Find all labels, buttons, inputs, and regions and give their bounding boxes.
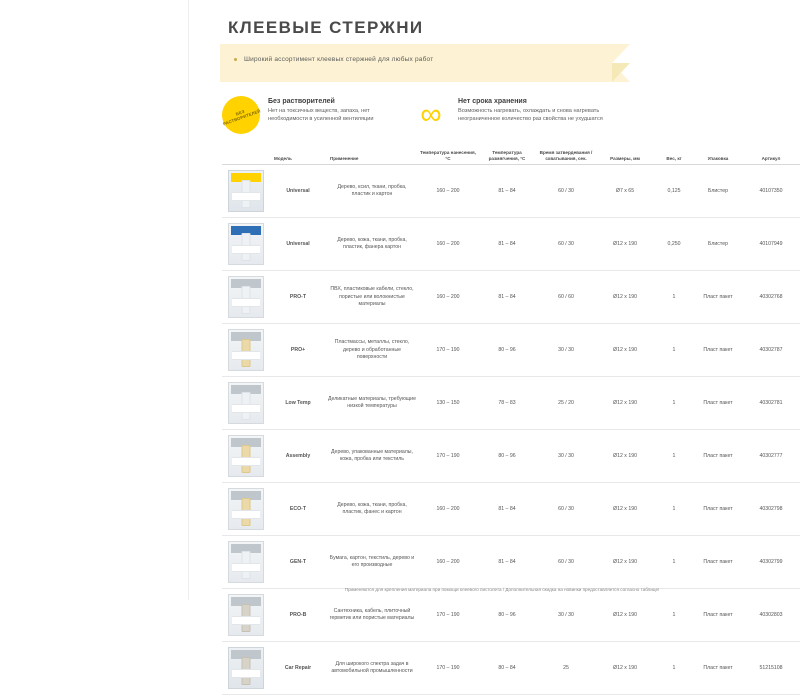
col-temp-soft: Температура размягчения, °C (478, 150, 536, 165)
cell-time: 30 / 30 (536, 324, 596, 377)
cell-article: 40302768 (742, 271, 800, 324)
badge-label: БЕЗ РАСТВОРИТЕЛЕЙ (222, 108, 262, 127)
cell-time: 60 / 30 (536, 218, 596, 271)
cell-package: Блистер (694, 218, 742, 271)
cell-package: Пласт пакет (694, 271, 742, 324)
cell-application: ПВХ, пластиковые кабели, стекло, пористые или волокнистые материалы (326, 271, 418, 324)
cell-size: Ø12 x 190 (596, 589, 654, 642)
feature-text (268, 96, 402, 123)
package-label-band (232, 351, 260, 360)
page-title: КЛЕЕВЫЕ СТЕРЖНИ (228, 18, 424, 37)
cell-temp-melt: 170 – 190 (418, 324, 478, 377)
cell-temp-soft: 78 – 83 (478, 377, 536, 430)
specification-table-wrapper (222, 150, 783, 695)
product-image-cell (222, 483, 270, 536)
cell-weight: 1 (654, 377, 694, 430)
col-application: Применение (326, 150, 418, 165)
package-label-band (232, 669, 260, 678)
cell-article: 40107949 (742, 218, 800, 271)
cell-temp-melt: 160 – 200 (418, 218, 478, 271)
cell-temp-melt: 160 – 200 (418, 165, 478, 218)
bullet-icon (234, 58, 237, 61)
cell-application: Пластмассы, металлы, стекло, дерево и обработанные поверхности (326, 324, 418, 377)
cell-temp-melt: 170 – 190 (418, 642, 478, 695)
table-row (222, 218, 800, 271)
cell-weight: 1 (654, 589, 694, 642)
cell-model: Low Temp (270, 377, 326, 430)
cell-package: Пласт пакет (694, 536, 742, 589)
product-image-cell (222, 165, 270, 218)
feature-title: Без растворителей (268, 98, 335, 105)
col-package: Упаковка (694, 150, 742, 165)
cell-temp-soft: 80 – 96 (478, 324, 536, 377)
col-weight: Вес, кг (654, 150, 694, 165)
package-label-band (232, 245, 260, 254)
cell-weight: 1 (654, 430, 694, 483)
left-margin-rail (0, 0, 189, 600)
cell-weight: 1 (654, 642, 694, 695)
cell-size: Ø12 x 190 (596, 642, 654, 695)
cell-temp-soft: 81 – 84 (478, 218, 536, 271)
cell-time: 60 / 30 (536, 483, 596, 536)
cell-temp-melt: 170 – 190 (418, 589, 478, 642)
cell-temp-soft: 81 – 84 (478, 483, 536, 536)
product-thumbnail (228, 170, 264, 212)
cell-weight: 1 (654, 324, 694, 377)
table-row (222, 430, 800, 483)
page-content (188, 0, 800, 675)
package-label-band (232, 616, 260, 625)
col-size: Размеры, мм (596, 150, 654, 165)
product-image-cell (222, 642, 270, 695)
table-body (222, 165, 800, 695)
cell-temp-soft: 80 – 96 (478, 430, 536, 483)
cell-time: 25 (536, 642, 596, 695)
feature-title: Нет срока хранения (458, 98, 527, 105)
cell-model: Assembly (270, 430, 326, 483)
cell-model: PRO-T (270, 271, 326, 324)
cell-application: Дерево, ксил, ткани, пробка, пластик и картон (326, 165, 418, 218)
table-row (222, 589, 800, 642)
cell-application: Сантехника, кабель, плиточный герметик или пористые материалы (326, 589, 418, 642)
cell-weight: 1 (654, 536, 694, 589)
col-article: Артикул (742, 150, 800, 165)
specification-table (222, 150, 800, 695)
cell-size: Ø7 x 65 (596, 165, 654, 218)
cell-size: Ø12 x 190 (596, 324, 654, 377)
cell-model: PRO+ (270, 324, 326, 377)
cell-size: Ø12 x 190 (596, 271, 654, 324)
cell-model: Universal (270, 218, 326, 271)
cell-weight: 1 (654, 483, 694, 536)
cell-application: Деликатные материалы, требующие низкой температуры (326, 377, 418, 430)
cell-application: Дерево, кожа, ткани, пробка, пластик, фанес и картон (326, 483, 418, 536)
cell-package: Пласт пакет (694, 324, 742, 377)
intro-banner (220, 44, 612, 82)
table-row (222, 483, 800, 536)
cell-size: Ø12 x 190 (596, 430, 654, 483)
cell-model: Universal (270, 165, 326, 218)
product-image-cell (222, 324, 270, 377)
cell-article: 40302799 (742, 536, 800, 589)
table-row (222, 324, 800, 377)
cell-temp-soft: 81 – 84 (478, 165, 536, 218)
cell-time: 30 / 30 (536, 589, 596, 642)
cell-temp-soft: 80 – 84 (478, 642, 536, 695)
cell-size: Ø12 x 190 (596, 218, 654, 271)
cell-article: 51215108 (742, 642, 800, 695)
col-temp-melt: Температура нанесения, °C (418, 150, 478, 165)
package-label-band (232, 457, 260, 466)
feature-description: Возможность нагревать, охлаждать и снова нагревать неограниченное количество раз свойства не ухудшатся (458, 108, 603, 123)
cell-package: Пласт пакет (694, 377, 742, 430)
product-image-cell (222, 589, 270, 642)
product-thumbnail (228, 435, 264, 477)
package-label-band (232, 192, 260, 201)
cell-time: 60 / 60 (536, 271, 596, 324)
col-model: Модель (270, 150, 326, 165)
banner-corner-shadow (612, 63, 630, 82)
circle-badge-icon (222, 96, 260, 134)
col-time: Время затвердевания / схватывания, сек. (536, 150, 596, 165)
product-image-cell (222, 377, 270, 430)
cell-temp-melt: 130 – 150 (418, 377, 478, 430)
footnote: Применяются для крепления материала при помощи клеевого пистолета / Дополнительная скидка на новинки предоставляется согласно таблице! (344, 587, 660, 592)
cell-temp-melt: 160 – 200 (418, 483, 478, 536)
cell-size: Ø12 x 190 (596, 536, 654, 589)
cell-time: 60 / 30 (536, 536, 596, 589)
cell-temp-soft: 80 – 96 (478, 589, 536, 642)
cell-model: ECO-T (270, 483, 326, 536)
cell-article: 40107350 (742, 165, 800, 218)
cell-time: 60 / 30 (536, 165, 596, 218)
cell-weight: 1 (654, 271, 694, 324)
cell-weight: 0,125 (654, 165, 694, 218)
cell-time: 25 / 20 (536, 377, 596, 430)
cell-package: Пласт пакет (694, 589, 742, 642)
col-image (222, 150, 270, 165)
cell-application: Дерево, кожа, ткани, пробка, пластик, фанера картон (326, 218, 418, 271)
feature-text (458, 96, 612, 123)
package-label-band (232, 563, 260, 572)
cell-package: Пласт пакет (694, 483, 742, 536)
cell-weight: 0,250 (654, 218, 694, 271)
feature-description: Нет на токсичных веществ, запаха, нет необходимости в усиленной вентиляции (268, 108, 374, 123)
product-thumbnail (228, 223, 264, 265)
product-thumbnail (228, 488, 264, 530)
table-row (222, 536, 800, 589)
infinity-icon: ∞ (420, 98, 442, 131)
table-row (222, 271, 800, 324)
cell-temp-melt: 170 – 190 (418, 430, 478, 483)
product-thumbnail (228, 382, 264, 424)
cell-package: Пласт пакет (694, 430, 742, 483)
cell-article: 40302777 (742, 430, 800, 483)
cell-temp-soft: 81 – 84 (478, 536, 536, 589)
table-header-row (222, 150, 800, 165)
feature-no-solvents (222, 96, 402, 134)
product-thumbnail (228, 647, 264, 689)
cell-temp-melt: 160 – 200 (418, 536, 478, 589)
cell-model: PRO-B (270, 589, 326, 642)
product-thumbnail (228, 541, 264, 583)
package-label-band (232, 298, 260, 307)
product-image-cell (222, 271, 270, 324)
product-thumbnail (228, 594, 264, 636)
cell-temp-melt: 160 – 200 (418, 271, 478, 324)
table-row (222, 377, 800, 430)
cell-size: Ø12 x 190 (596, 377, 654, 430)
product-image-cell (222, 430, 270, 483)
cell-package: Пласт пакет (694, 642, 742, 695)
package-label-band (232, 404, 260, 413)
product-thumbnail (228, 329, 264, 371)
product-image-cell (222, 536, 270, 589)
cell-package: Блистер (694, 165, 742, 218)
cell-application: Для широкого спектра задач в автомобильной промышленности (326, 642, 418, 695)
cell-article: 40302798 (742, 483, 800, 536)
cell-article: 40302787 (742, 324, 800, 377)
table-row (222, 165, 800, 218)
feature-no-shelf-life (412, 96, 612, 134)
cell-application: Дерево, упакованные материалы, кожа, пробка или текстиль (326, 430, 418, 483)
product-thumbnail (228, 276, 264, 318)
cell-article: 40302781 (742, 377, 800, 430)
cell-application: Бумага, картон, текстиль, дерево и его производные (326, 536, 418, 589)
banner-text: Широкий ассортимент клеевых стержней для любых работ (244, 56, 434, 63)
table-row (222, 642, 800, 695)
table-header (222, 150, 800, 165)
cell-size: Ø12 x 190 (596, 483, 654, 536)
cell-temp-soft: 81 – 84 (478, 271, 536, 324)
cell-model: GEN-T (270, 536, 326, 589)
cell-time: 30 / 30 (536, 430, 596, 483)
product-image-cell (222, 218, 270, 271)
cell-article: 40302803 (742, 589, 800, 642)
package-label-band (232, 510, 260, 519)
cell-model: Car Repair (270, 642, 326, 695)
